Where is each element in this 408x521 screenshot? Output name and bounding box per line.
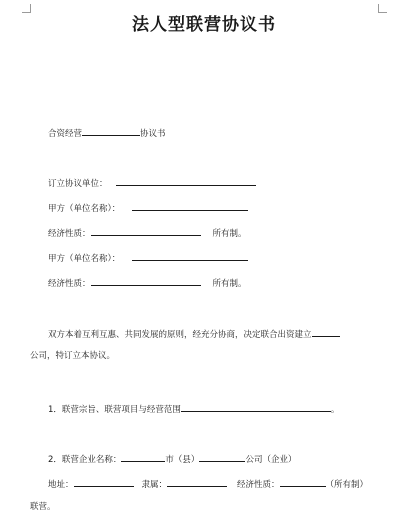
last-line — [30, 501, 56, 513]
nature2-line — [48, 276, 247, 290]
item2-city: 市（县） — [165, 455, 200, 465]
item1-line — [48, 402, 339, 416]
ownership1: 所有制。 — [212, 229, 247, 239]
item2-company: 公司（企业） — [245, 455, 297, 465]
affiliation-label: 隶属： — [141, 480, 168, 490]
para1-line1 — [48, 327, 340, 341]
nature1-label: 经济性质： — [48, 229, 91, 239]
address-label: 地址： — [48, 480, 74, 490]
prefix-line — [48, 126, 166, 140]
item1-text: 1．联营宗旨、联营项目与经营范围 — [48, 405, 181, 415]
sign-unit-label: 订立协议单位： — [48, 179, 108, 189]
prefix-text: 合资经营 — [48, 129, 83, 139]
nature1-line — [48, 226, 247, 240]
prefix-blank[interactable] — [82, 126, 140, 136]
item2-city-blank[interactable] — [121, 452, 165, 462]
last-line-text: 联营。 — [30, 502, 56, 512]
nature3-suffix: （所有制） — [325, 480, 369, 490]
item1-end: 。 — [330, 405, 340, 415]
nature2-blank[interactable] — [91, 276, 201, 286]
item2-line — [48, 452, 296, 466]
address-line — [48, 477, 368, 491]
party-a1-blank[interactable] — [132, 201, 248, 211]
sign-unit-line — [48, 176, 256, 190]
document-title: 法人型联营协议书 — [132, 15, 276, 35]
party-a1-label: 甲方（单位名称）： — [48, 204, 121, 214]
nature3-blank[interactable] — [280, 477, 326, 487]
party-a1-line — [48, 201, 248, 215]
nature2-label: 经济性质： — [48, 279, 91, 289]
item2-company-blank[interactable] — [199, 452, 245, 462]
item2-label: 2．联营企业名称： — [48, 455, 122, 465]
affiliation-blank[interactable] — [167, 477, 227, 487]
party-a2-blank[interactable] — [132, 251, 248, 261]
para1-line2 — [30, 350, 115, 362]
para1-text1: 双方本着互利互惠、共同发展的原则，经充分协商，决定联合出资建立 — [48, 330, 312, 340]
ownership2: 所有制。 — [212, 279, 247, 289]
nature1-blank[interactable] — [91, 226, 201, 236]
prefix-suffix: 协议书 — [140, 129, 166, 139]
nature3-label: 经济性质： — [237, 480, 280, 490]
item1-blank[interactable] — [181, 402, 331, 412]
address-blank[interactable] — [74, 477, 134, 487]
para1-text2: 公司，特订立本协议。 — [30, 351, 116, 361]
company-blank[interactable] — [312, 327, 340, 337]
party-a2-line — [48, 251, 248, 265]
party-a2-label: 甲方（单位名称）： — [48, 254, 121, 264]
sign-unit-blank[interactable] — [116, 176, 256, 186]
